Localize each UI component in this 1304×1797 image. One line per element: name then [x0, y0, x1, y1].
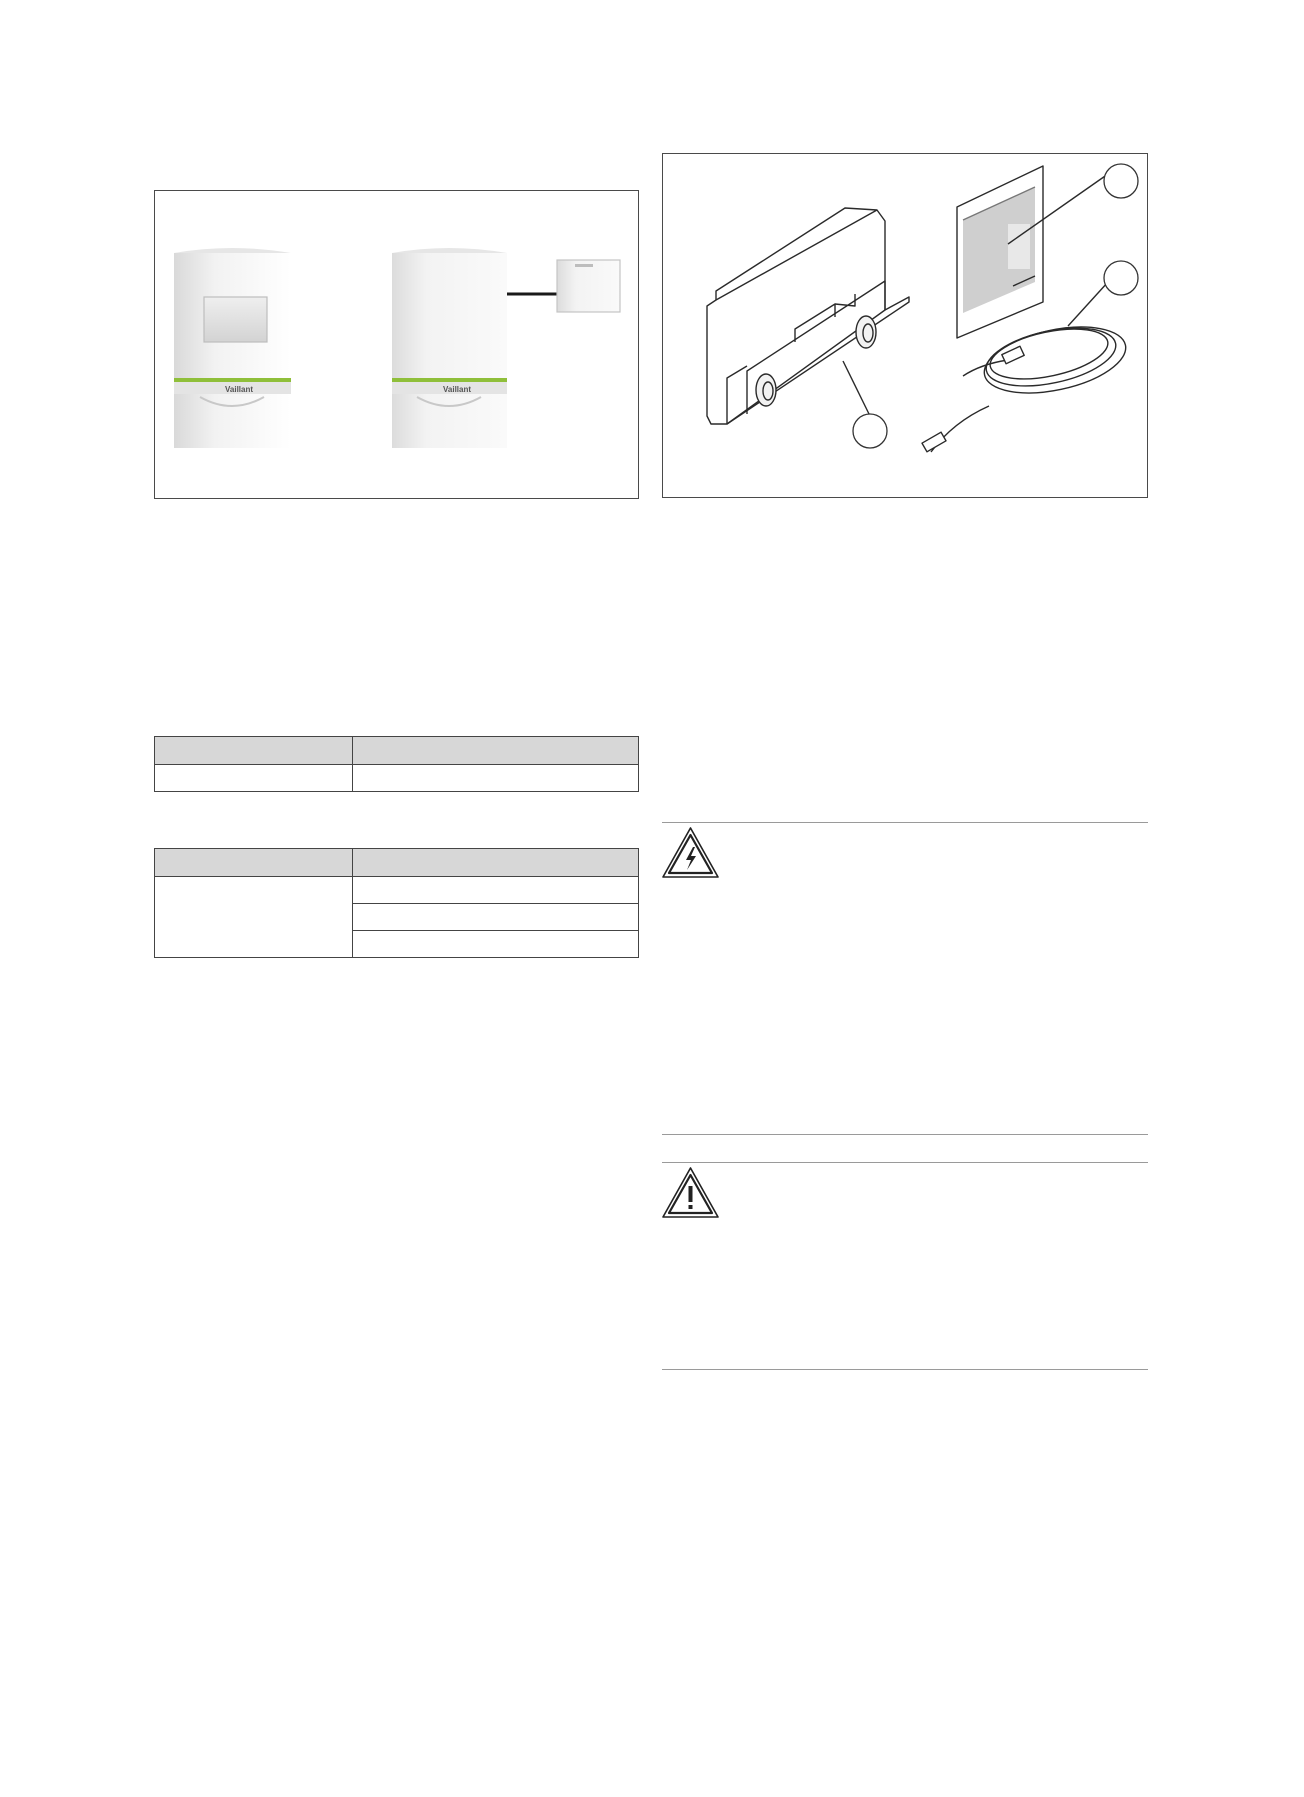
table-header-cell — [155, 737, 353, 765]
table-header-row — [155, 849, 639, 877]
table-row — [155, 877, 639, 904]
warning-1-top-rule — [662, 822, 1148, 823]
table-1 — [154, 736, 639, 792]
table-cell — [353, 877, 639, 904]
parts-illustration — [663, 154, 1146, 496]
installation-manual — [957, 166, 1108, 338]
table-cell — [353, 765, 639, 792]
svg-text:Vaillant: Vaillant — [225, 385, 254, 394]
table-cell — [353, 931, 639, 958]
table-header-cell — [155, 849, 353, 877]
warning-1-bottom-rule — [662, 1134, 1148, 1135]
table-row — [155, 765, 639, 792]
warning-2-bottom-rule — [662, 1369, 1148, 1370]
general-warning-icon — [661, 1166, 720, 1220]
table-header-cell — [353, 849, 639, 877]
boiler-a — [174, 248, 291, 448]
boilers-illustration — [155, 191, 637, 497]
figure-boilers — [154, 190, 639, 499]
table-header-row — [155, 737, 639, 765]
table-cell — [155, 765, 353, 792]
table-header-cell — [353, 737, 639, 765]
boiler-b — [392, 248, 507, 448]
electric-shock-warning-icon — [661, 826, 720, 880]
table-2 — [154, 848, 639, 958]
remote-control-unit — [557, 260, 620, 312]
callout-3 — [853, 414, 887, 448]
callout-1 — [1104, 164, 1138, 198]
callout-2 — [1104, 261, 1138, 295]
svg-text:Vaillant: Vaillant — [443, 385, 472, 394]
table-cell-merged — [155, 877, 353, 958]
table-cell — [353, 904, 639, 931]
figure-scope-of-delivery — [662, 153, 1148, 498]
warning-2-top-rule — [662, 1162, 1148, 1163]
wall-bracket — [707, 208, 909, 424]
